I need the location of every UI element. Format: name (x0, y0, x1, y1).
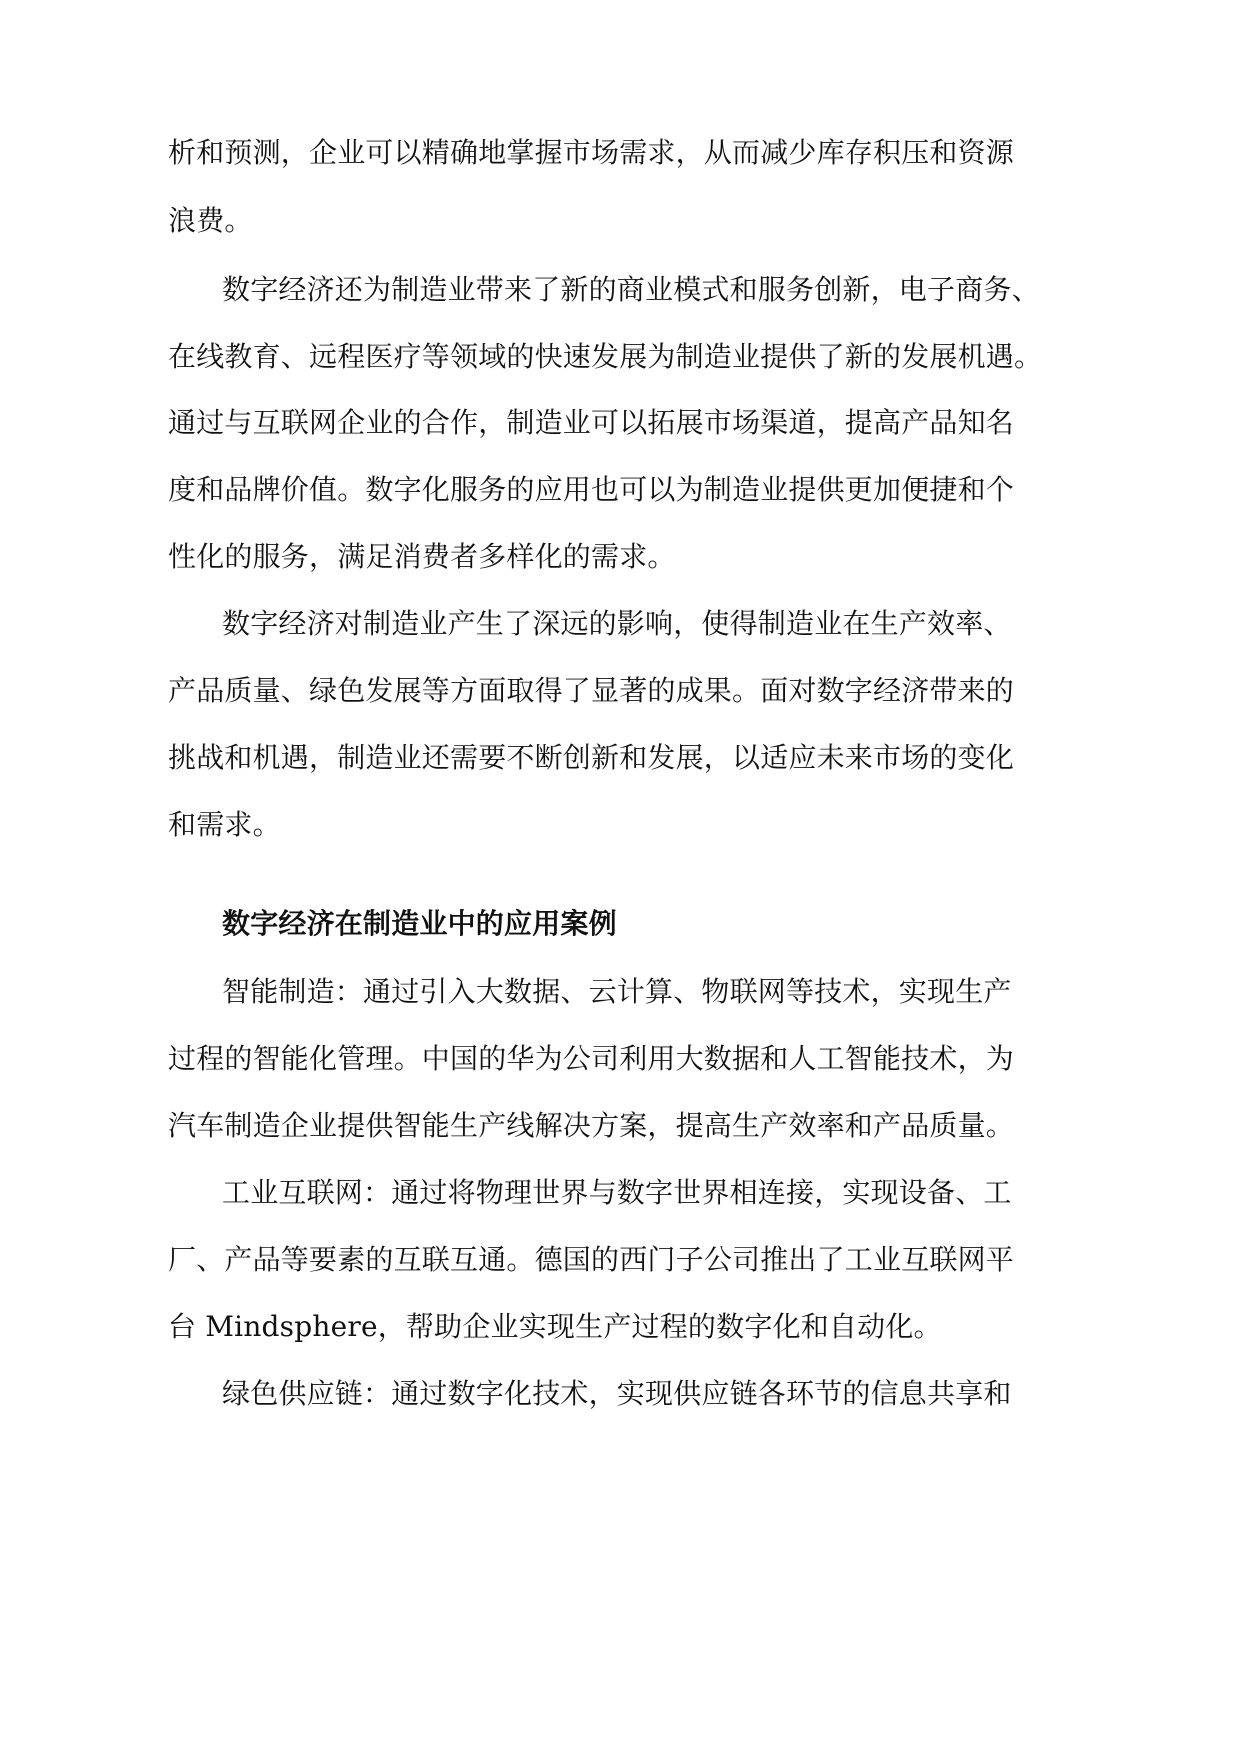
text-line: 通过与互联网企业的合作，制造业可以拓展市场渠道，提高产品知名 (168, 406, 1015, 439)
text-line: 汽车制造企业提供智能生产线解决方案，提高生产效率和产品质量。 (168, 1109, 1015, 1142)
text-line: 挑战和机遇，制造业还需要不断创新和发展，以适应未来市场的变化 (168, 741, 1015, 774)
text-line: 台 Mindsphere，帮助企业实现生产过程的数字化和自动化。 (168, 1310, 942, 1343)
text-line: 过程的智能化管理。中国的华为公司利用大数据和人工智能技术，为 (168, 1042, 1015, 1075)
section-heading: 数字经济在制造业中的应用案例 (222, 907, 617, 940)
text-line: 绿色供应链：通过数字化技术，实现供应链各环节的信息共享和 (222, 1377, 1012, 1410)
text-line: 工业互联网：通过将物理世界与数字世界相连接，实现设备、工 (222, 1176, 1012, 1209)
text-line: 数字经济对制造业产生了深远的影响，使得制造业在生产效率、 (222, 607, 1012, 640)
text-line: 和需求。 (168, 808, 281, 841)
text-line: 性化的服务，满足消费者多样化的需求。 (168, 540, 676, 573)
text-line: 析和预测，企业可以精确地掌握市场需求，从而减少库存积压和资源 (168, 136, 1015, 169)
text-line: 浪费。 (168, 204, 253, 237)
text-line: 数字经济还为制造业带来了新的商业模式和服务创新，电子商务、 (222, 273, 1040, 306)
text-line: 智能制造：通过引入大数据、云计算、物联网等技术，实现生产 (222, 975, 1012, 1008)
text-line: 厂、产品等要素的互联互通。德国的西门子公司推出了工业互联网平 (168, 1243, 1015, 1276)
text-line: 度和品牌价值。数字化服务的应用也可以为制造业提供更加便捷和个 (168, 473, 1015, 506)
text-line: 在线教育、远程医疗等领域的快速发展为制造业提供了新的发展机遇。 (168, 340, 1043, 373)
text-line: 产品质量、绿色发展等方面取得了显著的成果。面对数字经济带来的 (168, 674, 1015, 707)
